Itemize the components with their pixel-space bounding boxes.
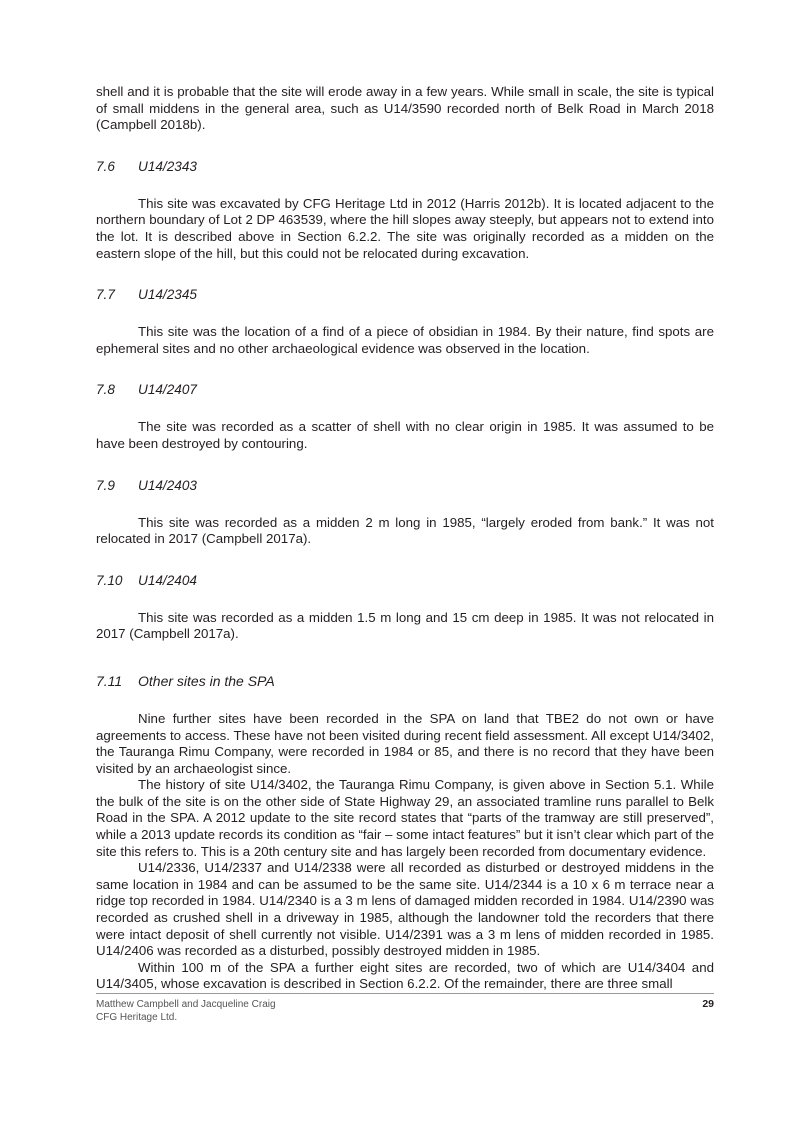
page-footer bbox=[96, 993, 714, 1023]
section-title: U14/2345 bbox=[138, 287, 197, 303]
footer-authors: Matthew Campbell and Jacqueline Craig bbox=[96, 999, 276, 1010]
section-paragraph: The history of site U14/3402, the Tauranga Rimu Company, is given above in Section 5.1. While the bulk of the site is on the other side of State Highway 29, an associated tramline runs parallel to Belk Road in the SPA. A 2012 update to the site record states that “parts of the tramway are still preserved”, while a 2013 update records its condition as “fair – some intact features” but it isn’t clear which part of the site this refers to. This is a 20th century site and has largely been recorded from documentary evidence. bbox=[96, 777, 714, 859]
section-heading bbox=[96, 572, 714, 589]
section-number: 7.11 bbox=[96, 672, 123, 689]
section-7-7 bbox=[96, 286, 714, 357]
section-title: U14/2407 bbox=[138, 382, 197, 398]
intro-paragraph: shell and it is probable that the site will erode away in a few years. While small in scale, the site is typical of small middens in the general area, such as U14/3590 recorded north of Belk Road in March 2018 (Campbell 2018b). bbox=[96, 84, 714, 133]
section-number: 7.9 bbox=[96, 477, 115, 493]
page-number: 29 bbox=[702, 998, 714, 1010]
section-7-9 bbox=[96, 477, 714, 548]
section-paragraph: Nine further sites have been recorded in the SPA on land that TBE2 do not own or have agreements to access. These have not been visited during recent field assessment. All except U14/3402, the Tauranga Rimu Company, were recorded in 1984 or 85, and there is no record that they have been visited by an archaeologist since. bbox=[96, 710, 714, 776]
section-number: 7.7 bbox=[96, 287, 115, 303]
section-paragraph: This site was recorded as a midden 1.5 m long and 15 cm deep in 1985. It was not relocated in 2017 (Campbell 2017a). bbox=[96, 609, 714, 642]
section-heading bbox=[96, 673, 714, 690]
section-paragraph: Within 100 m of the SPA a further eight sites are recorded, two of which are U14/3404 and U14/3405, whose excavation is described in Section 6.2.2. Of the remainder, there are three small bbox=[96, 959, 714, 992]
section-heading bbox=[96, 286, 714, 303]
section-paragraph: The site was recorded as a scatter of shell with no clear origin in 1985. It was assumed to be have been destroyed by contouring. bbox=[96, 419, 714, 451]
section-number: 7.10 bbox=[96, 572, 123, 588]
section-number: 7.6 bbox=[96, 158, 115, 174]
section-paragraph: This site was the location of a find of a piece of obsidian in 1984. By their nature, find spots are ephemeral sites and no other archaeological evidence was observed in the location. bbox=[96, 324, 714, 356]
section-7-8 bbox=[96, 381, 714, 452]
section-paragraph: This site was recorded as a midden 2 m long in 1985, “largely eroded from bank.” It was not relocated in 2017 (Campbell 2017a). bbox=[96, 514, 714, 547]
section-heading bbox=[96, 477, 714, 494]
section-title: Other sites in the SPA bbox=[138, 672, 275, 689]
section-title: U14/2343 bbox=[138, 158, 197, 174]
section-heading bbox=[96, 381, 714, 398]
section-heading bbox=[96, 158, 714, 175]
footer-organization: CFG Heritage Ltd. bbox=[96, 1012, 178, 1023]
section-title: U14/2403 bbox=[138, 477, 197, 493]
section-7-10 bbox=[96, 572, 714, 643]
section-title: U14/2404 bbox=[138, 572, 197, 588]
section-7-11 bbox=[96, 673, 714, 993]
section-paragraph: This site was excavated by CFG Heritage Ltd in 2012 (Harris 2012b). It is located adjacent to the northern boundary of Lot 2 DP 463539, where the hill slopes away steeply, but appears not to extend into the lot. It is described above in Section 6.2.2. The site was originally recorded as a midden on the eastern slope of the hill, but this could not be relocated during excavation. bbox=[96, 195, 714, 261]
section-7-6 bbox=[96, 158, 714, 262]
section-number: 7.8 bbox=[96, 382, 115, 398]
section-paragraph: U14/2336, U14/2337 and U14/2338 were all recorded as disturbed or destroyed middens in the same location in 1984 and can be assumed to be the same site. U14/2344 is a 10 x 6 m terrace near a ridge top recorded in 1984. U14/2340 is a 3 m lens of damaged midden recorded in 1984. U14/2390 was recorded as crushed shell in a driveway in 1985, although the landowner told the recorders that there were intact deposit of shell currently not visible. U14/2391 was a 3 m lens of midden recorded in 1985. U14/2406 was recorded as a disturbed, possibly destroyed midden in 1985. bbox=[96, 860, 714, 959]
page-body bbox=[96, 84, 714, 993]
